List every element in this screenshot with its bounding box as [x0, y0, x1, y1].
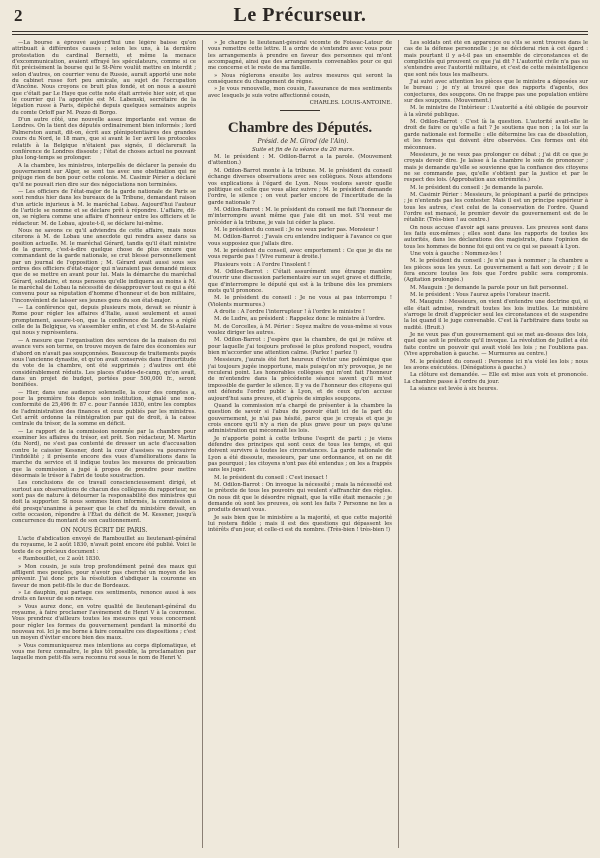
paragraph: —La bourse a éprouvé aujourd'hui une légère baisse qu'on attribuait à différentes causes ; selon les uns, à la dernière protestation du cardinal Bernetti, et même la menace d'excommunication, avaient effrayé les spéculateurs, comme si ce fût précisément la bourse qui le St-Père voulût mettre en interdit ; selon d'autres, on courrier venu de Russie, aurait apporté une note du cabinet russe fort peu amicale, au sujet de l'occupation d'Ancône. Nous croyons ce bruit plus fondé, et on nous a assuré que c'était par Le Haye que cette note était arrivée hier soir, et que le courrier qui l'a apportée est M. Labenski, secrétaire de la légation russe à Paris, dépêché depuis quelques semaines auprès du comte Orloff par M. Pozzo di Borgo.: [12, 40, 196, 116]
paragraph: » Nous réglerons ensuite les autres mesures qui seront la conséquence du changement de règne.: [208, 72, 392, 86]
paragraph: M. Mauguin : Messieurs, on vient d'entendre une doctrine qui, si elle était admise, rendrait toutes les lois inutiles. Le ministère s'arroge le droit d'apprécier seul les circonstances et de suspendre la loi quand il le juge convenable. C'est là l'arbitraire dans toute sa nudité. (Bruit.): [404, 299, 588, 331]
paragraph: M. le président du conseil : Je ne vous ai pas interrompu ! (Violents murmures.): [208, 295, 392, 308]
paragraph: A la chambre, les ministres, interpellés de déclarer la pensée du gouvernement sur Alger, se sont tus avec une obstination qui ne préjuge rien de bon pour cette colonie. M. Casimir Périer a déclaré qu'il ne pouvait rien dire sur des négociations non terminées.: [12, 162, 196, 188]
paragraph: La séance est levée à six heures.: [410, 385, 498, 392]
paragraph: M. le président du conseil : Personne ici n'a violé les lois ; nous les avons exécutées. (Dénégations à gauche.): [404, 358, 588, 371]
paragraph: M. Odilon-Barrot : M. le président du conseil me fait l'honneur de m'interrompre avant même que j'aie dit un mot. S'il veut me précéder à la tribune, je vais lui céder la place.: [208, 206, 392, 226]
paragraph: — Le rapport de la commission nommée par la chambre pour examiner les affaires du trésor, est prêt. Son rédacteur, M. Martin (du Nord), ne s'est pas contenté de dresser un acte d'accusation contre le caissier Kessner, dont la cour d'assises va poursuivre l'infidélité ; il présente encore des vues d'améliorations dans la marche du service et il indique toutes les mesures de précaution que la commission a jugé à propos de prendre pour mettre désormais le trésor à l'abri de toute soustraction.: [12, 428, 196, 480]
paragraph: Je n'apporte point à cette tribune l'esprit de parti ; je viens défendre des principes qui sont ceux de tous les temps, et qui doivent survivre à toutes les circonstances. La garde nationale de Lyon a été dissoute, messieurs, par une ordonnance, et on ne dit pas pourquoi ; les citoyens n'ont pas été entendus ; on les a frappés sans les juger.: [208, 435, 392, 474]
paragraph: Les conclusions de ce travail consciencieusement dirigé, et surtout aux observations de chacun des collègues du rapporteur, ne sont pas de nature à détourner la responsabilité des ministres qui doit la supporter. Si nous sommes bien informés, la commission a été presqu'unanime à penser que le chef du ministère devait, en cette occasion, répondre à l'État du déficit de M. Kessner, jusqu'à concurrence du montant de son cautionnement.: [12, 480, 196, 525]
paragraph: J'ai suivi avec attention les pièces que le ministre a déposées sur le bureau ; je n'y ai trouvé que des rapports d'agents, des conjectures, des soupçons. On ne frappe pas une population entière sur des soupçons. (Mouvement.): [404, 79, 588, 105]
paragraph: — A mesure que l'organisation des services de la maison du roi avance vers son terme, on trouve moyen de faire des économies sur d'abord on n'avait pas soupçonnées. Beaucoup de traitements payés sous l'ancienne dynastie, et qu'on avait conservés dans l'incertitude du vote de la chambre, ont été supprimés ; d'autres ont été considérablement réduits. Les places d'aides-de-camp, qu'on avait, dans un projet de budget, portées pour 500,000 fr., seront bonifiées.: [12, 337, 196, 389]
paragraph: M. Odilon-Barrot : J'avais cru entendre indiquer à l'avance ce que vous supposiez que j'allais dire.: [208, 234, 392, 247]
paragraph: On nous accuse d'avoir agi sans preuves. Les preuves sont dans les faits eux-mêmes ; elles sont dans les rapports de toutes les autorités, dans les déclarations des magistrats, dans l'opinion de tous les hommes de bonne foi qui ont vu ce qui se passait à Lyon.: [404, 224, 588, 250]
paragraph: A droite : A l'ordre l'interrupteur ! à l'ordre le ministre !: [214, 309, 366, 316]
page-header: [12, 4, 588, 30]
paragraph: M. Odilon-Barrot : C'est là la question. L'autorité avait-elle le droit de faire ce qu'elle a fait ? Je soutiens que non ; la loi sur la garde nationale est formelle : elle détermine les cas de dissolution, et les formes qui doivent être observées. Ces formes ont été méconnues.: [404, 119, 588, 151]
paragraph: M. Odilon-Barrot : On invoque la nécessité ; mais la nécessité est le prétexte de tous les pouvoirs qui veulent s'affranchir des règles. On nous dit que le désordre régnait, que la ville était menacée ; je demande où sont les preuves, où sont les faits ? Personne ne les a produits devant vous.: [208, 481, 392, 514]
paragraph: Une voix à gauche : Nommez-les !: [410, 251, 502, 257]
section-subtitle: ON NOUS ÉCRIT DE PARIS.: [60, 526, 148, 534]
paragraph: » Vous aurez donc, en votre qualité de lieutenant-général du royaume, à faire proclamer l'avènement de Henri V à la couronne. Vous prendrez d'ailleurs toutes les mesures qui vous concernent pour régler les formes du gouvernement pendant la minorité du nouveau roi. Ici je me borne à faire connaître ces dispositions ; c'est un moyen d'éviter encore bien des maux.: [12, 603, 196, 642]
paragraph: » Mon cousin, je suis trop profondément peiné des maux qui affligent mes peuples, pour n'avoir pas cherché un moyen de les prévenir. J'ai donc pris la résolution d'abdiquer la couronne en faveur de mon petit-fils le duc de Bordeaux.: [12, 563, 196, 589]
header-rule: [12, 31, 588, 32]
column-3: [404, 40, 588, 848]
paragraph: M. le ministre de l'intérieur : L'autorité a été obligée de pourvoir à la sûreté publique.: [404, 105, 588, 118]
paragraph: Plusieurs voix : A l'ordre l'insolent !: [214, 261, 311, 268]
paragraph: — Les officiers de l'état-major de la garde nationale de Paris se sont rendus hier dans les bureaux de la Tribune, demandant raison d'un article injurieux à M. le maréchal Lobau. Aujourd'hui l'auteur de l'article se nomme et se déclare prêt à répondre. L'affaire, dit-on, se réglera comme une affaire d'honneur entre les officiers et le rédacteur. M. de Lobau, ajoute-t-il, se déclare lui-même.: [12, 188, 196, 227]
newspaper-title: Le Précurseur.: [233, 4, 367, 26]
paragraph: M. le président du conseil : C'est inexact !: [214, 474, 328, 481]
paragraph: M. Odilon-Barrot : J'espère que la chambre, de qui je relève et pour laquelle j'ai toujours professé le plus profond respect, voudra bien m'accorder une attention calme. (Parlez ! parlez !): [208, 337, 392, 357]
paragraph: M. Mauguin : Je demande la parole pour un fait personnel.: [410, 284, 569, 291]
paragraph: M. le président : Vous l'aurez après l'orateur inscrit.: [410, 292, 551, 299]
paragraph: M. le président du conseil : Je demande la parole.: [410, 184, 544, 191]
paragraph: — La conférence qui, depuis plusieurs mois, devait se réunir à Rome pour régler les affaires d'Italie, aussi seulement et aussi promptement, assure-t-on, que la conférence de Londres a réglé celle de la Belgique, va s'assembler enfin, et c'est M. de St-Aulaire qui nous y représentera.: [12, 305, 196, 337]
header-rule-thin: [12, 34, 588, 35]
paragraph: Messieurs, je ne veux pas prolonger ce débat ; j'ai dit ce que je croyais devoir dire. Je laisse à la chambre le soin de prononcer ; mais je demande qu'elle se souvienne que la confiance des citoyens ne se commande pas, qu'elle s'obtient par la justice et par le respect des lois. (Approbation aux extrémités.): [404, 151, 588, 184]
paragraph: M. de Ludre, au président : Rappelez donc le ministre à l'ordre.: [214, 316, 386, 323]
paragraph: M. Odilon-Barrot monte à la tribune. M. le président du conseil échange diverses observations avec ses collègues. Nous attendons vos explications à l'égard de Lyon. Nous voulons savoir quelle politique est celle que vous allez suivre ; M. le président demande l'ordre, le silence ; on veut parler encore de l'incertitude de la garde nationale ?: [208, 167, 392, 206]
paragraph: » Je vous renouvelle, mon cousin, l'assurance de mes sentiments avec lesquels je suis votre affectionné cousin,: [208, 86, 392, 99]
column-1: [12, 40, 196, 848]
paragraph: » Le dauphin, qui partage ces sentiments, renonce aussi à ses droits en faveur de son neveu.: [12, 589, 196, 603]
paragraph: « Rambouillet, ce 2 août 1830.: [18, 556, 101, 563]
paragraph: Je ne veux pas d'un gouvernement qui se met au-dessus des lois, quel que soit le prétexte qu'il invoque. La révolution de Juillet a été faite contre un pouvoir qui avait violé les lois ; ne l'oublions pas. (Vive approbation à gauche. — Murmures au centre.): [404, 332, 588, 358]
presidency-line: Présid. de M. Girod (de l'Ain).: [257, 138, 349, 146]
paragraph: D'un autre côté, une nouvelle assez importante est venue de Londres. On la tient des députés ordinairement bien informés ; lord Palmerston aurait, dit-on, écrit aux plénipotentiaires des grandes cours du Nord, le 18 mars, que si avant le 1er avril les protocoles relatifs à la Belgique n'étaient pas signés, il déclarerait la conférence de Londres dissoute ; l'état de choses actuel ne pouvant plus long-temps se prolonger.: [12, 117, 196, 162]
paragraph: M. le président du conseil, avec emportement : Ce que je dis ne vous regarde pas ! (Vive rumeur à droite.): [208, 247, 392, 261]
paragraph: » Vous communiquerez mes intentions au corps diplomatique, et vous me ferez connaître, le plus tôt possible, la proclamation par laquelle mon petit-fils sera reconnu roi sous le nom de Henri V.: [12, 642, 196, 662]
page-number: 2: [14, 6, 23, 25]
paragraph: Je sais bien que le ministère a la majorité, et que cette majorité lui restera fidèle ; mais il est des questions qui dépassent les intérêts d'un jour, et celle-ci est du nombre. (Très-bien ! très-bien !): [208, 514, 392, 534]
paragraph: » Je charge le lieutenant-général vicomte de Foissac-Latour de vous remettre cette lettre. Il a ordre de s'entendre avec vous pour les arrangements à prendre en faveur des personnes qui m'ont accompagné, ainsi que des arrangements convenables pour ce qui me concerne et le reste de ma famille.: [208, 40, 392, 72]
signature: CHARLES. LOUIS-ANTOINE.: [309, 100, 392, 107]
separator-rule: [280, 110, 320, 111]
paragraph: L'acte d'abdication envoyé de Rambouillet au lieutenant-général du royaume, le 2 août 1830, n'avait point encore été publié. Voici le texte de ce précieux document :: [12, 536, 196, 555]
section-title: Chambre des Députés.: [227, 120, 373, 137]
columns: [12, 40, 588, 848]
paragraph: M. le président : M. Odilon-Barrot a la parole. (Mouvement d'attention.): [208, 154, 392, 167]
paragraph: La clôture est demandée. — Elle est mise aux voix et prononcée. La chambre passe à l'ordre du jour.: [404, 372, 588, 385]
paragraph: M. le président du conseil : Je n'ai pas à nommer ; la chambre a les pièces sous les yeux. Le gouvernement a fait son devoir ; il le fera encore toutes les fois que l'ordre public sera compromis. (Agitation prolongée.): [404, 258, 588, 284]
paragraph: — Hier, dans une audience solennelle, la cour des comptes a, pour la première fois depuis son institution, signalé une non-conformité de 25,496 fr. 87 c. pour l'année 1830, entre les comptes de l'administration des finances et ceux publiés par les ministres. Cet arrêt ordonne la réintégration par qui de droit, à la caisse centrale du trésor, de la somme en déficit.: [12, 389, 196, 428]
paragraph: M. Odilon-Barrot : C'était assurément une étrange manière d'ouvrir une discussion parlementaire sur un sujet grave et difficile, que d'interrompre le député qui est à la tribune dès les premiers mots qu'il prononce.: [208, 268, 392, 294]
session-line: Suite et fin de la séance du 20 mars.: [252, 146, 354, 153]
column-2: [208, 40, 392, 848]
paragraph: Nous ne savons ce qu'il adviendra de cette affaire, mais nous citerons à M. de Lobau une anecdote qui rendra assez dans sa position actuelle. M. le maréchal Gérard, tandis qu'il était ministre de la guerre, c'est-à-dire quelque chose de plus encore que commandant de la garde nationale, se crut blessé personnellement par un journal de l'opposition ; M. Gérard avait aussi sous ses ordres des officiers d'état-major qui n'auraient pas demandé mieux que de se mettre en avant pour lui. Mais la démarche du maréchal Gérard, solidaire, et nous pensons qu'elle indiquera au moins à M. le maréchal de Lobau la nécessité de désapprouver tout ce qui a été convenu pour sa réputation d'homme d'honneur et de bon militaire, l'inconvénient de laisser ses jeunes gens du son état-major.: [12, 227, 196, 304]
paragraph: M. Casimir Périer : Messieurs, le préopinant a parlé de principes ; je n'entends pas les contester. Mais il est un principe supérieur à tous les autres, c'est celui de la conservation de l'ordre. Quand l'ordre est menacé, le premier devoir du gouvernement est de le rétablir. (Très-bien ! au centre.): [404, 191, 588, 224]
paragraph: M. de Corcelles, à M. Périer : Soyez maître de vous-même si vous voulez diriger les autres.: [208, 323, 392, 337]
paragraph: Les soldats ont été en apparence ou s'ils se sont trouvés dans le cas de la défense personnelle ; je ne déciderai rien à cet égard : mais pourtant il y a-t-il pas un ensemble de circonstances et de complicités qui prouvent ce que j'ai dit ? L'autorité civile n'a pas su s'entendre avec l'autorité militaire, et c'est de cette mésintelligence que sont nés tous les malheurs.: [404, 40, 588, 78]
paragraph: Quand la commission m'a chargé de présenter à la chambre la question de savoir si l'abus du pouvoir était ici de la part du gouvernement, je n'ai pas hésité, parce que je croyais et que je crois encore qu'il n'y a rien de plus grave pour un pays qu'une administration qui méconnaît les lois.: [208, 402, 392, 435]
paragraph: M. le président du conseil : Je ne veux parler pas. Monsieur !: [214, 226, 379, 233]
paragraph: Messieurs, j'aurais été fort heureux d'éviter une polémique que j'ai toujours jugée inopportune, mais puisqu'on m'y provoque, je ne reculerai point. Les honorables collègues qui m'ont fait l'honneur de m'entendre dans la précédente séance savent qu'il m'est impossible de garder le silence. Il y va de l'honneur des citoyens qui ont défendu l'ordre public à Lyon, et de ceux qu'on accuse aujourd'hui sans preuve, et d'après de simples soupçons.: [208, 357, 392, 402]
